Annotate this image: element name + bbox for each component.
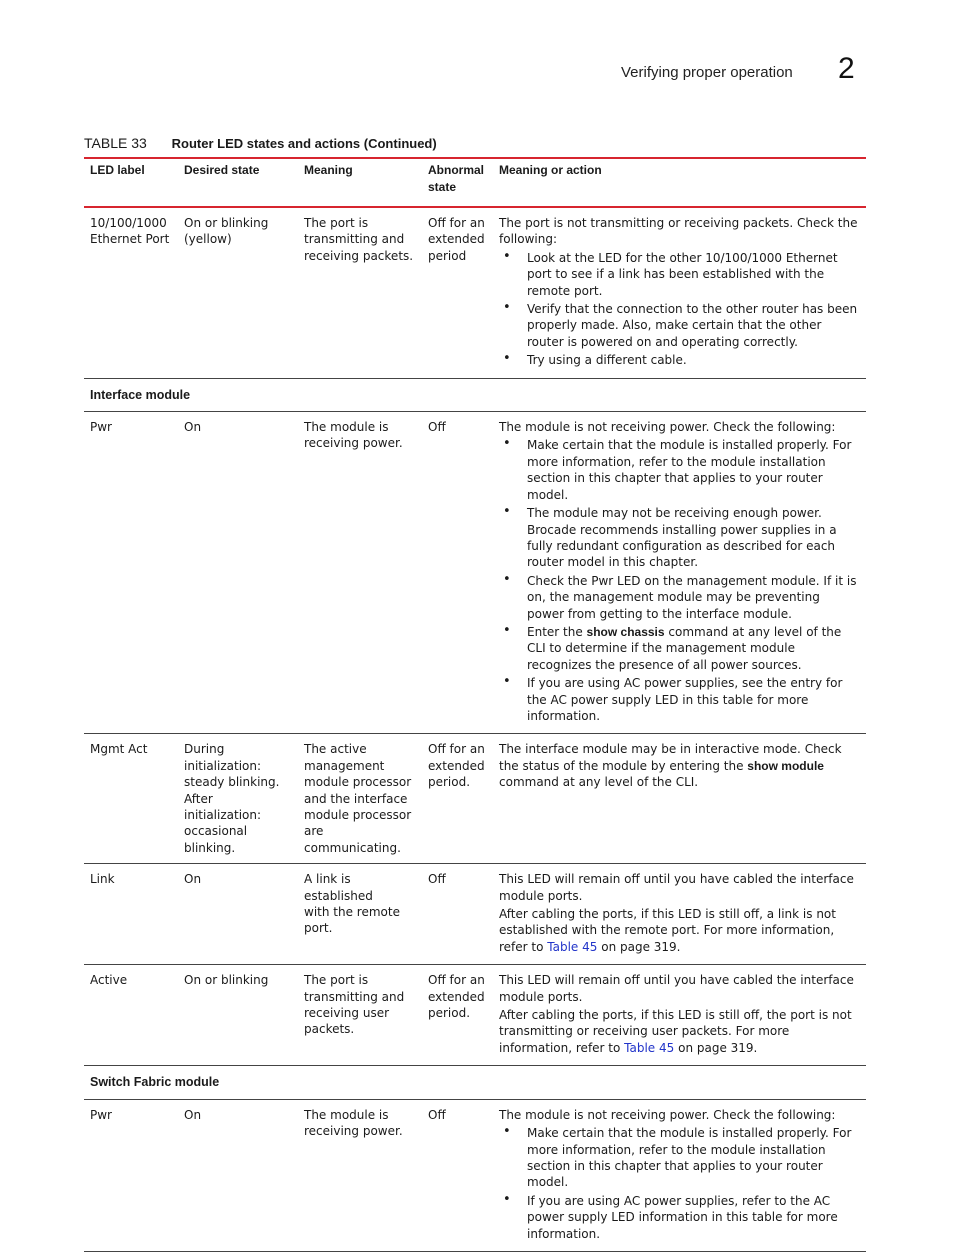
column-header: Meaning bbox=[298, 158, 422, 207]
action-cell bbox=[493, 1099, 866, 1251]
abnormal-state-cell: Off for an extended period. bbox=[422, 965, 493, 1066]
table-row bbox=[84, 734, 866, 864]
bullet-icon: • bbox=[503, 622, 511, 638]
bullet-text: If you are using AC power supplies, see the entry for the AC power supply LED in this table for more information. bbox=[527, 676, 843, 723]
table-body bbox=[84, 207, 866, 1251]
led-label-cell: Link bbox=[84, 864, 178, 965]
bullet-icon: • bbox=[503, 504, 511, 520]
action-text: This LED will remain off until you have cabled the interface module ports. bbox=[499, 872, 854, 903]
bullet-text: Make certain that the module is installed properly. For more information, refer to the module installation section in this chapter that applies to your router model. bbox=[527, 1126, 852, 1190]
section-label: Interface module bbox=[84, 378, 866, 411]
column-header: Meaning or action bbox=[493, 158, 866, 207]
meaning-cell: The module is receiving power. bbox=[298, 1099, 422, 1251]
action-bullet-list bbox=[499, 1125, 860, 1242]
meaning-cell: The module is receiving power. bbox=[298, 412, 422, 734]
bullet-text: Enter the show chassis command at any level of the CLI to determine if the management module recognizes the presence of all power sources. bbox=[527, 624, 842, 672]
section-label: Switch Fabric module bbox=[84, 1066, 866, 1099]
meaning-cell: The active management module processor and the interface module processor are communicating. bbox=[298, 734, 422, 864]
table-row bbox=[84, 207, 866, 378]
table-title: Router LED states and actions (Continued) bbox=[171, 136, 437, 151]
bullet-icon: • bbox=[503, 1191, 511, 1207]
action-cell bbox=[493, 734, 866, 864]
bullet-icon: • bbox=[503, 436, 511, 452]
meaning-cell: The port is transmitting and receiving user packets. bbox=[298, 965, 422, 1066]
led-label-cell: Mgmt Act bbox=[84, 734, 178, 864]
action-bullet-list bbox=[499, 250, 860, 369]
table-row bbox=[84, 412, 866, 734]
bullet-text: Make certain that the module is installed properly. For more information, refer to the module installation section in this chapter that applies to your router model. bbox=[527, 438, 852, 502]
table-number: TABLE 33 bbox=[84, 135, 147, 151]
table-row bbox=[84, 1099, 866, 1251]
abnormal-state-cell: Off bbox=[422, 1099, 493, 1251]
column-header: LED label bbox=[84, 158, 178, 207]
list-item bbox=[499, 250, 860, 299]
led-label-cell: Pwr bbox=[84, 1099, 178, 1251]
running-header-title: Verifying proper operation bbox=[621, 64, 793, 81]
led-states-table bbox=[84, 157, 866, 1252]
table-row bbox=[84, 864, 866, 965]
action-cell bbox=[493, 412, 866, 734]
bullet-text: Check the Pwr LED on the management module. If it is on, the management module may be preventing power from getting to the interface module. bbox=[527, 573, 857, 621]
bullet-icon: • bbox=[503, 674, 511, 690]
list-item bbox=[499, 505, 860, 571]
action-cell bbox=[493, 864, 866, 965]
desired-state-cell: On or blinking (yellow) bbox=[178, 207, 298, 378]
desired-state-cell: On bbox=[178, 412, 298, 734]
column-header: Desired state bbox=[178, 158, 298, 207]
list-item bbox=[499, 573, 860, 622]
action-text: This LED will remain off until you have cabled the interface module ports. bbox=[499, 973, 854, 1004]
desired-state-cell: On bbox=[178, 1099, 298, 1251]
table-section-row bbox=[84, 378, 866, 411]
bullet-text: Verify that the connection to the other router has been properly made. Also, make certain that the other router is powered on and operating correctly. bbox=[527, 302, 858, 349]
chapter-number: 2 bbox=[838, 52, 855, 85]
table-header-row bbox=[84, 158, 866, 207]
table-caption bbox=[84, 135, 866, 151]
bullet-icon: • bbox=[503, 1124, 511, 1140]
table-reference-link[interactable]: Table 45 bbox=[547, 939, 598, 954]
desired-state-cell: On or blinking bbox=[178, 965, 298, 1066]
action-text: After cabling the ports, if this LED is still off, a link is not established with the remote port. For more information, refer to Table 45 on page 319. bbox=[499, 907, 836, 954]
action-text: The module is not receiving power. Check the following: bbox=[499, 420, 836, 435]
abnormal-state-cell: Off bbox=[422, 412, 493, 734]
bullet-icon: • bbox=[503, 571, 511, 587]
list-item bbox=[499, 301, 860, 350]
desired-state-cell: During initialization: steady blinking. After initialization: occasional blinking. bbox=[178, 734, 298, 864]
led-label-cell: 10/100/1000 Ethernet Port bbox=[84, 207, 178, 378]
bullet-text: If you are using AC power supplies, refer to the AC power supply LED information in this table for more information. bbox=[527, 1193, 838, 1241]
led-label-cell: Pwr bbox=[84, 412, 178, 734]
desired-state-cell: On bbox=[178, 864, 298, 965]
abnormal-state-cell: Off bbox=[422, 864, 493, 965]
cli-command: show module bbox=[747, 758, 824, 773]
list-item bbox=[499, 624, 860, 673]
column-header: Abnormal state bbox=[422, 158, 493, 207]
table-row bbox=[84, 965, 866, 1066]
list-item bbox=[499, 1125, 860, 1191]
action-text: The port is not transmitting or receiving packets. Check the following: bbox=[499, 216, 858, 247]
meaning-cell: A link is established with the remote port. bbox=[298, 864, 422, 965]
table-reference-link[interactable]: Table 45 bbox=[624, 1040, 675, 1055]
led-states-table-container bbox=[84, 157, 866, 1252]
bullet-text: Look at the LED for the other 10/100/1000 Ethernet port to see if a link has been established with the remote port. bbox=[527, 250, 838, 298]
bullet-icon: • bbox=[503, 300, 511, 316]
cli-command: show chassis bbox=[586, 624, 665, 639]
bullet-text: Try using a different cable. bbox=[527, 353, 687, 368]
action-text: After cabling the ports, if this LED is still off, the port is not transmitting or receiving user packets. For more information, refer to Table 45 on page 319. bbox=[499, 1008, 852, 1055]
abnormal-state-cell: Off for an extended period. bbox=[422, 734, 493, 864]
action-text: The interface module may be in interactive mode. Check the status of the module by entering the show module command at any level of the CLI. bbox=[499, 742, 842, 790]
led-label-cell: Active bbox=[84, 965, 178, 1066]
action-cell bbox=[493, 207, 866, 378]
action-cell bbox=[493, 965, 866, 1066]
bullet-icon: • bbox=[503, 351, 511, 367]
abnormal-state-cell: Off for an extended period bbox=[422, 207, 493, 378]
table-section-row bbox=[84, 1066, 866, 1099]
list-item bbox=[499, 352, 860, 368]
bullet-icon: • bbox=[503, 248, 511, 264]
meaning-cell: The port is transmitting and receiving packets. bbox=[298, 207, 422, 378]
bullet-text: The module may not be receiving enough power. Brocade recommends installing power supplies in a fully redundant configuration as described for each router model in this chapter. bbox=[527, 506, 837, 570]
action-text: The module is not receiving power. Check the following: bbox=[499, 1107, 836, 1122]
action-bullet-list bbox=[499, 437, 860, 724]
list-item bbox=[499, 437, 860, 503]
list-item bbox=[499, 675, 860, 724]
